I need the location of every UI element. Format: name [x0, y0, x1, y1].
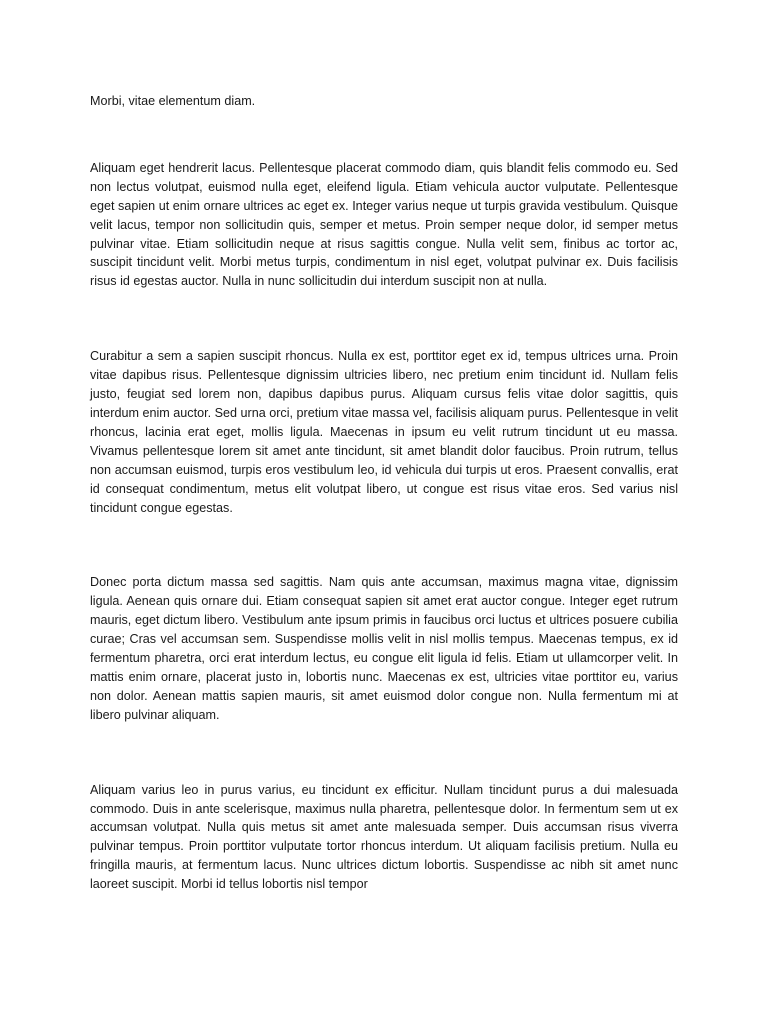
paragraph-4: Aliquam varius leo in purus varius, eu tincidunt ex efficitur. Nullam tincidunt purus a dui malesuada commodo. Duis in ante scelerisque, maximus nulla pharetra, pellentesque dolor. In fermentum sem ut ex accumsan volutpat. Nulla quis metus sit amet ante malesuada semper. Duis accumsan risus viverra pulvinar tempus. Proin porttitor vulputate tortor rhoncus interdum. Ut aliquam facilisis pretium. Nulla eu fringilla mauris, at fermentum lacus. Nunc ultrices dictum lobortis. Suspendisse ac nibh sit amet nunc laoreet suscipit. Morbi id tellus lobortis nisl tempor — [90, 782, 678, 892]
document-heading: Morbi, vitae elementum diam. — [90, 94, 256, 108]
paragraph-3: Donec porta dictum massa sed sagittis. Nam quis ante accumsan, maximus magna vitae, dignissim ligula. Aenean quis ornare dui. Etiam consequat sapien sit amet erat auctor congue. Integer eget rutrum mauris, eget dictum libero. Vestibulum ante ipsum primis in faucibus orci luctus et ultrices posuere cubilia curae; Cras vel accumsan sem. Suspendisse mollis velit in nisl mollis tempus. Maecenas tempus, ex id fermentum pharetra, orci erat interdum lectus, eu congue elit ligula id felis. Etiam ut ullamcorper velit. In mattis enim ornare, placerat justo in, lobortis nunc. Maecenas ex est, ultricies vitae porttitor eu, varius non dolor. Aenean mattis sapien mauris, sit amet euismod dolor congue non. Nulla fermentum mi at libero pulvinar aliquam. — [90, 575, 678, 722]
document-body — [90, 92, 678, 894]
paragraph-1: Aliquam eget hendrerit lacus. Pellentesque placerat commodo diam, quis blandit felis commodo eu. Sed non lectus volutpat, euismod nulla eget, eleifend ligula. Etiam vehicula auctor vulputate. Pellentesque eget sapien ut enim ornare ultrices ac eget ex. Integer varius neque ut turpis gravida vestibulum. Quisque velit lacus, tempor non sollicitudin quis, semper et metus. Proin semper neque dolor, id semper metus pulvinar vitae. Etiam sollicitudin neque at risus sagittis congue. Nulla velit sem, finibus ac tortor ac, suscipit tincidunt velit. Morbi metus turpis, condimentum in nisl eget, volutpat pulvinar ex. Duis facilisis risus id egestas auctor. Nulla in nunc sollicitudin dui interdum suscipit non at nulla. — [90, 160, 678, 289]
paragraph-2: Curabitur a sem a sapien suscipit rhoncus. Nulla ex est, porttitor eget ex id, tempus ultrices urna. Proin vitae dapibus risus. Pellentesque dignissim ultricies libero, nec pretium enim tincidunt id. Nullam felis justo, feugiat sed lorem non, dapibus dapibus purus. Aliquam cursus felis vitae dolor sagittis, quis interdum enim auctor. Sed urna orci, pretium vitae massa vel, facilisis aliquam purus. Pellentesque in velit rhoncus, lacinia erat eget, mollis ligula. Maecenas in ipsum eu velit rutrum tincidunt ut eu massa. Vivamus pellentesque lorem sit amet ante tincidunt, sit amet blandit dolor faucibus. Proin rutrum, tellus non accumsan euismod, turpis eros vestibulum leo, id vehicula dui turpis ut eros. Praesent convallis, erat id consequat condimentum, metus elit volutpat libero, ut congue est risus vitae eros. Sed varius nisl tincidunt congue egestas. — [90, 349, 678, 515]
